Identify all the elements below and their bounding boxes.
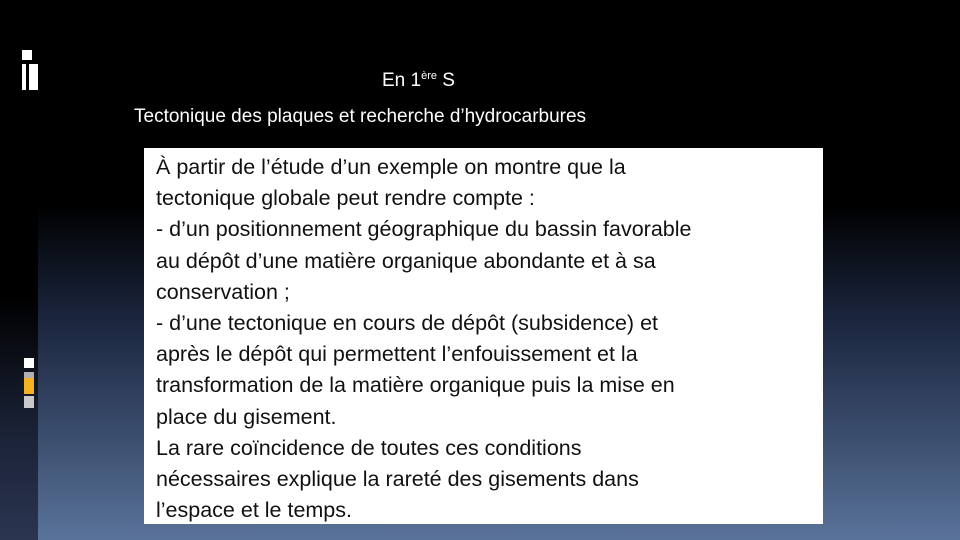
text-line: conservation ; [156, 279, 290, 304]
text-line: - d’une tectonique en cours de dépôt (subsidence) et [156, 311, 658, 336]
text-line: transformation de la matière organique puis la mise en [156, 373, 675, 398]
text-line: au dépôt d’une matière organique abondante et à sa [156, 248, 656, 273]
title-line [382, 70, 455, 92]
text-line: tectonique globale peut rendre compte : [156, 186, 535, 211]
text-line: La rare coïncidence de toutes ces conditions [156, 435, 582, 460]
title-suffix: S [437, 70, 455, 91]
decor-square [24, 358, 34, 368]
decor-bar [22, 64, 26, 90]
text-line: place du gisement. [156, 404, 337, 429]
text-line: - d’un positionnement géographique du bassin favorable [156, 217, 692, 242]
slide-subtitle: Tectonique des plaques et recherche d’hydrocarbures [134, 106, 587, 127]
decor-square [22, 50, 32, 60]
text-line: après le dépôt qui permettent l’enfouissement et la [156, 342, 638, 367]
text-line: nécessaires explique la rareté des gisements dans [156, 467, 639, 492]
content-text [156, 152, 824, 526]
text-line: l’espace et le temps. [156, 498, 352, 523]
content-box [144, 148, 823, 524]
decor-square [24, 378, 34, 394]
decor-bar [29, 64, 38, 90]
title-superscript: ère [421, 70, 437, 82]
title-prefix: En 1 [382, 70, 422, 91]
text-line: À partir de l’étude d’un exemple on montre que la [156, 155, 626, 179]
decor-square [24, 396, 34, 408]
